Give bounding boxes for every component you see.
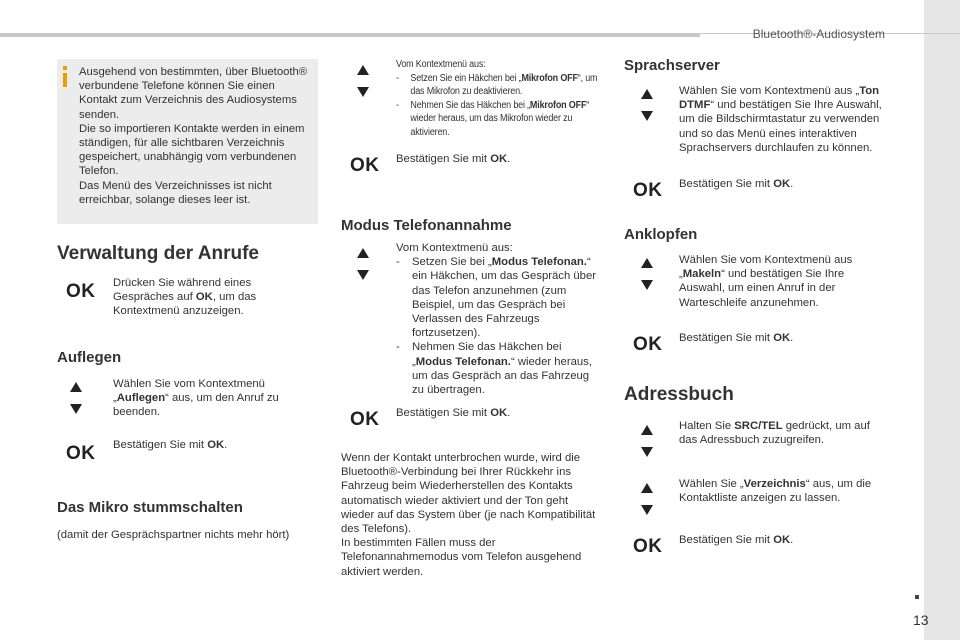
list-item: - Setzen Sie bei „Modus Telefonan.“ ein Häkchen, um das Gespräch über das Telefon anzunehmen (zum Beispiel, um das Gespräch bei Verlassen des Fahrzeugs fortzusetzen). — [396, 256, 596, 340]
up-down-arrows-icon — [640, 256, 654, 296]
modus-confirm: Bestätigen Sie mit OK. — [396, 407, 511, 419]
context-menu-label: Vom Kontextmenü aus: — [396, 59, 486, 70]
heading-mute: Das Mikro stummschalten — [57, 499, 243, 516]
header-title: Bluetooth®-Audiosystem — [752, 27, 885, 41]
info-box — [57, 59, 318, 224]
ok-button-icon: OK — [633, 180, 663, 201]
heading-sprachserver: Sprachserver — [624, 57, 720, 74]
up-down-arrows-icon — [356, 246, 370, 286]
adressbuch-confirm: Bestätigen Sie mit OK. — [679, 534, 794, 546]
header-rule — [0, 33, 700, 37]
list-item: - Nehmen Sie das Häkchen bei „Mikrofon OFF“ wieder heraus, um das Mikrofon wieder zu aktivieren. — [396, 99, 590, 138]
call-management-text: Drücken Sie während eines Gespräches auf OK, um das Kontextmenü anzuzeigen. — [113, 277, 257, 318]
mute-note: (damit der Gesprächspartner nichts mehr hört) — [57, 529, 290, 541]
adressbuch-text-1: Halten Sie SRC/TEL gedrückt, um auf das Adressbuch zuzugreifen. — [679, 420, 870, 447]
up-down-arrows-icon — [356, 63, 370, 103]
heading-adressbuch: Adressbuch — [624, 384, 734, 405]
page-margin-strip — [924, 0, 960, 640]
up-down-arrows-icon — [640, 423, 654, 463]
up-down-arrows-icon — [69, 380, 83, 420]
modus-instructions — [396, 241, 601, 397]
page-marker — [915, 595, 919, 599]
context-menu-label: Vom Kontextmenü aus: — [396, 242, 513, 254]
info-icon-stem — [63, 73, 67, 87]
up-down-arrows-icon — [640, 87, 654, 127]
heading-modus: Modus Telefonannahme — [341, 217, 512, 234]
auflegen-text: Wählen Sie vom Kontextmenü „Auflegen“ aus, um den Anruf zu beenden. — [113, 378, 279, 419]
sprachserver-text: Wählen Sie vom Kontextmenü aus „Ton DTMF“ und bestätigen Sie Ihre Auswahl, um die Bildschirmtastatur zu verwenden und so das Menü eines interaktiven Sprachservers durchlaufen zu können. — [679, 85, 882, 154]
ok-button-icon: OK — [350, 409, 380, 430]
anklopfen-confirm: Bestätigen Sie mit OK. — [679, 332, 794, 344]
ok-button-icon: OK — [66, 443, 96, 464]
ok-button-icon: OK — [66, 281, 96, 302]
heading-anklopfen: Anklopfen — [624, 226, 698, 243]
info-icon — [63, 66, 67, 70]
mute-instructions — [396, 58, 621, 139]
auflegen-confirm: Bestätigen Sie mit OK. — [113, 439, 228, 451]
info-text: Ausgehend von bestimmten, über Bluetooth® verbundene Telefone können Sie einen Kontakt zum Verzeichnis des Audiosystems senden. Die so importieren Kontakte werden in einem ständigen, für alle sichtbaren Verzeichnis gespeichert, unabhängig vom verbundenen Telefon. Das Menü des Verzeichnisses ist nicht erreichbar, solange dieses leer ist. — [79, 66, 308, 206]
ok-button-icon: OK — [633, 536, 663, 557]
up-down-arrows-icon — [640, 481, 654, 521]
list-item: - Nehmen Sie das Häkchen bei „Modus Telefonan.“ wieder heraus, um das Gespräch an das Fahrzeug zu übertragen. — [396, 341, 592, 397]
sprachserver-confirm: Bestätigen Sie mit OK. — [679, 178, 794, 190]
anklopfen-text: Wählen Sie vom Kontextmenü aus „Makeln“ und bestätigen Sie Ihre Auswahl, um einen Anruf in der Warteschleife anzunehmen. — [679, 254, 853, 309]
ok-button-icon: OK — [633, 334, 663, 355]
section-title-call-management: Verwaltung der Anrufe — [57, 243, 259, 264]
list-item: - Setzen Sie ein Häkchen bei „Mikrofon OFF“, um das Mikrofon zu deaktivieren. — [396, 72, 598, 97]
modus-footer-text: Wenn der Kontakt unterbrochen wurde, wird die Bluetooth®-Verbindung bei Ihrer Rückkehr ins Fahrzeug beim Wiederherstellen des Kontakts automatisch wieder aktiviert und der Ton geht wieder auf das System über (je nach Kompatibilität des Telefons). In bestimmten Fällen muss der Telefonannahmemodus vom Telefon ausgehend aktiviert werden. — [341, 452, 596, 578]
heading-auflegen: Auflegen — [57, 349, 122, 366]
mute-confirm: Bestätigen Sie mit OK. — [396, 153, 511, 165]
ok-button-icon: OK — [350, 155, 380, 176]
adressbuch-text-2: Wählen Sie „Verzeichnis“ aus, um die Kontaktliste anzeigen zu lassen. — [679, 478, 872, 505]
page-number: 13 — [913, 612, 929, 628]
